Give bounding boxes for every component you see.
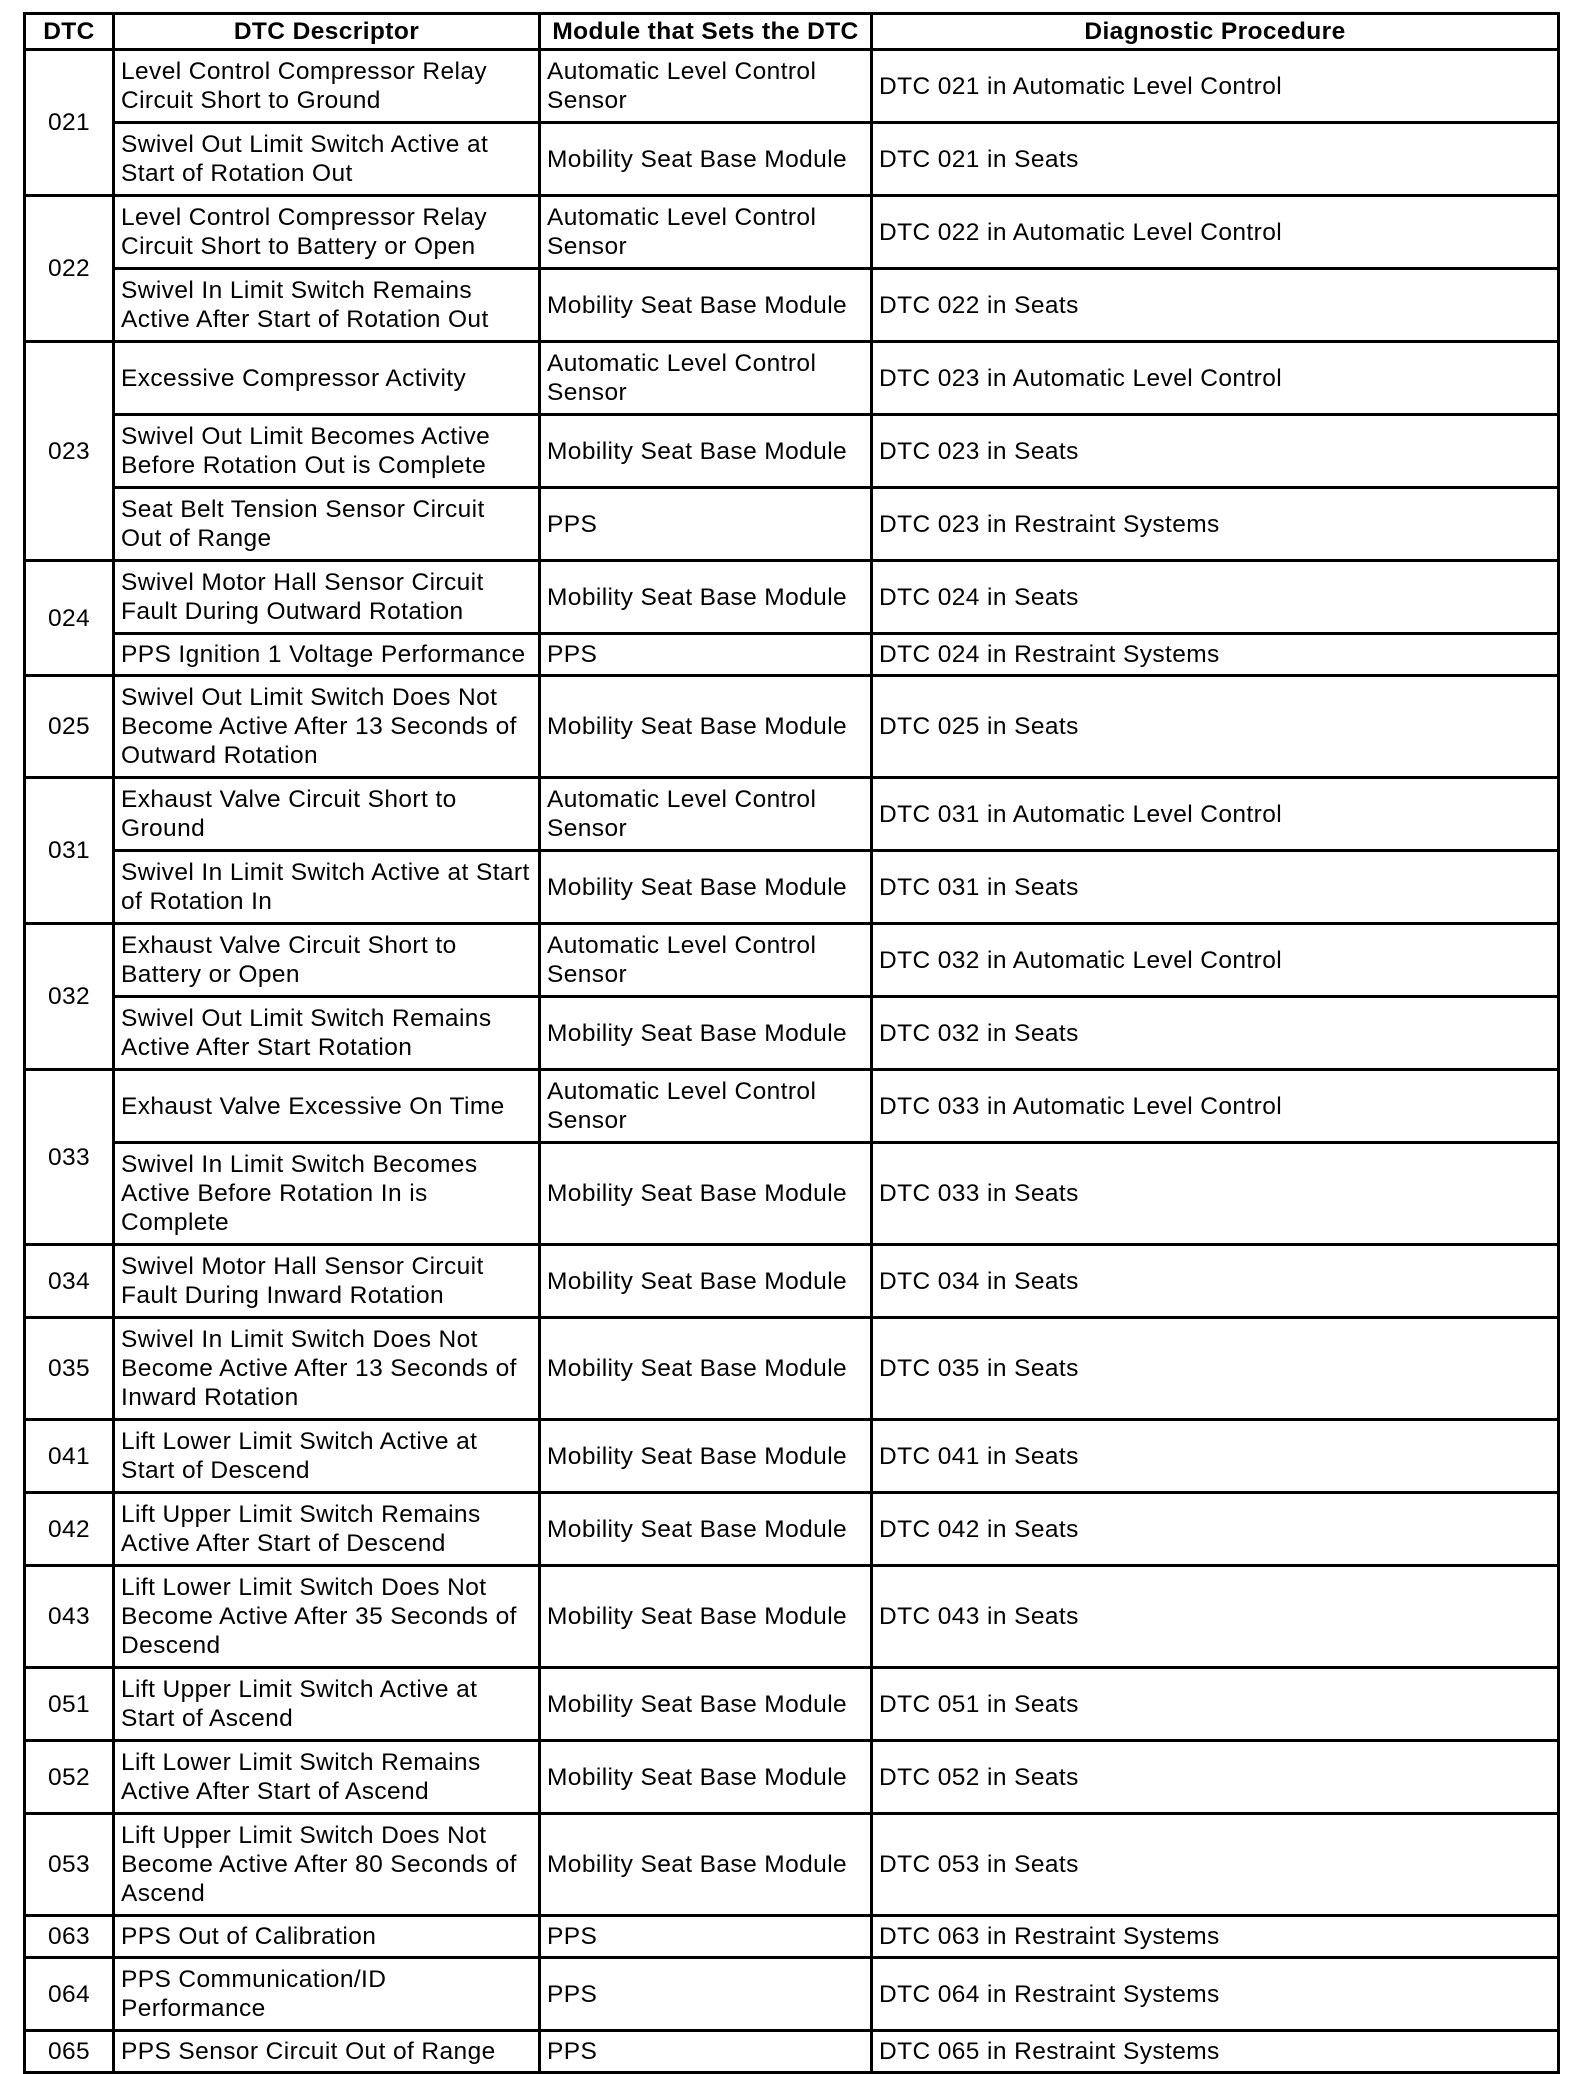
dtc-descriptor-cell: Level Control Compressor Relay Circuit Short to Battery or Open bbox=[114, 196, 540, 269]
diagnostic-procedure-cell: DTC 022 in Seats bbox=[872, 269, 1559, 342]
table-row bbox=[25, 1916, 1559, 1958]
module-cell: Mobility Seat Base Module bbox=[540, 1493, 872, 1566]
dtc-descriptor-cell: Swivel Out Limit Switch Remains Active After Start Rotation bbox=[114, 997, 540, 1070]
dtc-code-cell: 065 bbox=[25, 2031, 114, 2073]
dtc-code-cell: 033 bbox=[25, 1070, 114, 1245]
dtc-code-cell: 023 bbox=[25, 342, 114, 561]
dtc-descriptor-cell: PPS Ignition 1 Voltage Performance bbox=[114, 634, 540, 676]
dtc-code-cell: 042 bbox=[25, 1493, 114, 1566]
dtc-descriptor-cell: Lift Lower Limit Switch Active at Start of Descend bbox=[114, 1420, 540, 1493]
module-cell: Mobility Seat Base Module bbox=[540, 123, 872, 196]
dtc-descriptor-cell: Lift Upper Limit Switch Does Not Become Active After 80 Seconds of Ascend bbox=[114, 1814, 540, 1916]
header-row bbox=[25, 14, 1559, 50]
diagnostic-procedure-cell: DTC 032 in Seats bbox=[872, 997, 1559, 1070]
diagnostic-procedure-cell: DTC 024 in Seats bbox=[872, 561, 1559, 634]
table-row bbox=[25, 924, 1559, 997]
table-row bbox=[25, 997, 1559, 1070]
table-row bbox=[25, 1143, 1559, 1245]
module-cell: Automatic Level Control Sensor bbox=[540, 778, 872, 851]
dtc-code-cell: 053 bbox=[25, 1814, 114, 1916]
table-row bbox=[25, 2031, 1559, 2073]
module-cell: PPS bbox=[540, 1916, 872, 1958]
dtc-code-cell: 041 bbox=[25, 1420, 114, 1493]
dtc-descriptor-cell: Level Control Compressor Relay Circuit Short to Ground bbox=[114, 50, 540, 123]
module-cell: Mobility Seat Base Module bbox=[540, 1318, 872, 1420]
dtc-descriptor-cell: Swivel Out Limit Switch Does Not Become Active After 13 Seconds of Outward Rotation bbox=[114, 676, 540, 778]
dtc-code-cell: 064 bbox=[25, 1958, 114, 2031]
dtc-descriptor-cell: Swivel In Limit Switch Active at Start of Rotation In bbox=[114, 851, 540, 924]
header-procedure: Diagnostic Procedure bbox=[872, 14, 1559, 50]
diagnostic-procedure-cell: DTC 053 in Seats bbox=[872, 1814, 1559, 1916]
module-cell: Mobility Seat Base Module bbox=[540, 1143, 872, 1245]
dtc-code-cell: 024 bbox=[25, 561, 114, 676]
header-dtc: DTC bbox=[25, 14, 114, 50]
module-cell: Mobility Seat Base Module bbox=[540, 1741, 872, 1814]
dtc-code-cell: 022 bbox=[25, 196, 114, 342]
dtc-descriptor-cell: Lift Upper Limit Switch Remains Active After Start of Descend bbox=[114, 1493, 540, 1566]
diagnostic-procedure-cell: DTC 042 in Seats bbox=[872, 1493, 1559, 1566]
table-row bbox=[25, 561, 1559, 634]
table-row bbox=[25, 634, 1559, 676]
dtc-code-cell: 031 bbox=[25, 778, 114, 924]
table-row bbox=[25, 269, 1559, 342]
dtc-descriptor-cell: Lift Lower Limit Switch Remains Active After Start of Ascend bbox=[114, 1741, 540, 1814]
dtc-code-cell: 063 bbox=[25, 1916, 114, 1958]
module-cell: Mobility Seat Base Module bbox=[540, 676, 872, 778]
diagnostic-procedure-cell: DTC 035 in Seats bbox=[872, 1318, 1559, 1420]
dtc-descriptor-cell: Swivel Motor Hall Sensor Circuit Fault During Inward Rotation bbox=[114, 1245, 540, 1318]
diagnostic-procedure-cell: DTC 032 in Automatic Level Control bbox=[872, 924, 1559, 997]
dtc-descriptor-cell: Exhaust Valve Circuit Short to Ground bbox=[114, 778, 540, 851]
header-module: Module that Sets the DTC bbox=[540, 14, 872, 50]
dtc-descriptor-cell: Swivel In Limit Switch Does Not Become Active After 13 Seconds of Inward Rotation bbox=[114, 1318, 540, 1420]
dtc-table bbox=[23, 12, 1560, 2074]
module-cell: Automatic Level Control Sensor bbox=[540, 924, 872, 997]
diagnostic-procedure-cell: DTC 025 in Seats bbox=[872, 676, 1559, 778]
table-row bbox=[25, 1958, 1559, 2031]
dtc-descriptor-cell: Lift Upper Limit Switch Active at Start of Ascend bbox=[114, 1668, 540, 1741]
module-cell: Mobility Seat Base Module bbox=[540, 851, 872, 924]
table-row bbox=[25, 1070, 1559, 1143]
diagnostic-procedure-cell: DTC 024 in Restraint Systems bbox=[872, 634, 1559, 676]
module-cell: Mobility Seat Base Module bbox=[540, 1420, 872, 1493]
diagnostic-procedure-cell: DTC 023 in Automatic Level Control bbox=[872, 342, 1559, 415]
table-row bbox=[25, 488, 1559, 561]
dtc-descriptor-cell: Lift Lower Limit Switch Does Not Become Active After 35 Seconds of Descend bbox=[114, 1566, 540, 1668]
diagnostic-procedure-cell: DTC 064 in Restraint Systems bbox=[872, 1958, 1559, 2031]
table-row bbox=[25, 1420, 1559, 1493]
module-cell: Automatic Level Control Sensor bbox=[540, 196, 872, 269]
module-cell: PPS bbox=[540, 2031, 872, 2073]
table-row bbox=[25, 1741, 1559, 1814]
module-cell: PPS bbox=[540, 1958, 872, 2031]
diagnostic-procedure-cell: DTC 051 in Seats bbox=[872, 1668, 1559, 1741]
dtc-code-cell: 021 bbox=[25, 50, 114, 196]
module-cell: Mobility Seat Base Module bbox=[540, 1814, 872, 1916]
table-row bbox=[25, 415, 1559, 488]
module-cell: Mobility Seat Base Module bbox=[540, 1566, 872, 1668]
table-row bbox=[25, 50, 1559, 123]
module-cell: PPS bbox=[540, 488, 872, 561]
table-row bbox=[25, 1814, 1559, 1916]
table-row bbox=[25, 1668, 1559, 1741]
module-cell: Mobility Seat Base Module bbox=[540, 1668, 872, 1741]
diagnostic-procedure-cell: DTC 043 in Seats bbox=[872, 1566, 1559, 1668]
module-cell: Automatic Level Control Sensor bbox=[540, 1070, 872, 1143]
dtc-code-cell: 043 bbox=[25, 1566, 114, 1668]
dtc-descriptor-cell: Exhaust Valve Excessive On Time bbox=[114, 1070, 540, 1143]
module-cell: Mobility Seat Base Module bbox=[540, 561, 872, 634]
dtc-code-cell: 052 bbox=[25, 1741, 114, 1814]
module-cell: Automatic Level Control Sensor bbox=[540, 342, 872, 415]
module-cell: Mobility Seat Base Module bbox=[540, 269, 872, 342]
diagnostic-procedure-cell: DTC 063 in Restraint Systems bbox=[872, 1916, 1559, 1958]
table-row bbox=[25, 123, 1559, 196]
table-row bbox=[25, 342, 1559, 415]
dtc-descriptor-cell: Swivel In Limit Switch Becomes Active Before Rotation In is Complete bbox=[114, 1143, 540, 1245]
table-row bbox=[25, 1493, 1559, 1566]
table-row bbox=[25, 1245, 1559, 1318]
module-cell: Mobility Seat Base Module bbox=[540, 997, 872, 1070]
diagnostic-procedure-cell: DTC 052 in Seats bbox=[872, 1741, 1559, 1814]
diagnostic-procedure-cell: DTC 021 in Seats bbox=[872, 123, 1559, 196]
dtc-descriptor-cell: PPS Sensor Circuit Out of Range bbox=[114, 2031, 540, 2073]
dtc-descriptor-cell: Exhaust Valve Circuit Short to Battery or Open bbox=[114, 924, 540, 997]
dtc-descriptor-cell: PPS Out of Calibration bbox=[114, 1916, 540, 1958]
table-row bbox=[25, 676, 1559, 778]
diagnostic-procedure-cell: DTC 033 in Automatic Level Control bbox=[872, 1070, 1559, 1143]
table-row bbox=[25, 196, 1559, 269]
table-row bbox=[25, 1566, 1559, 1668]
diagnostic-procedure-cell: DTC 021 in Automatic Level Control bbox=[872, 50, 1559, 123]
dtc-descriptor-cell: Excessive Compressor Activity bbox=[114, 342, 540, 415]
dtc-descriptor-cell: Swivel Motor Hall Sensor Circuit Fault During Outward Rotation bbox=[114, 561, 540, 634]
dtc-descriptor-cell: Swivel Out Limit Becomes Active Before Rotation Out is Complete bbox=[114, 415, 540, 488]
table-body bbox=[25, 50, 1559, 2073]
module-cell: Automatic Level Control Sensor bbox=[540, 50, 872, 123]
module-cell: Mobility Seat Base Module bbox=[540, 1245, 872, 1318]
diagnostic-procedure-cell: DTC 022 in Automatic Level Control bbox=[872, 196, 1559, 269]
diagnostic-procedure-cell: DTC 023 in Seats bbox=[872, 415, 1559, 488]
dtc-code-cell: 032 bbox=[25, 924, 114, 1070]
diagnostic-procedure-cell: DTC 031 in Automatic Level Control bbox=[872, 778, 1559, 851]
table-row bbox=[25, 778, 1559, 851]
diagnostic-procedure-cell: DTC 023 in Restraint Systems bbox=[872, 488, 1559, 561]
diagnostic-procedure-cell: DTC 033 in Seats bbox=[872, 1143, 1559, 1245]
dtc-code-cell: 025 bbox=[25, 676, 114, 778]
dtc-code-cell: 051 bbox=[25, 1668, 114, 1741]
dtc-code-cell: 034 bbox=[25, 1245, 114, 1318]
table-row bbox=[25, 1318, 1559, 1420]
dtc-descriptor-cell: Seat Belt Tension Sensor Circuit Out of Range bbox=[114, 488, 540, 561]
dtc-descriptor-cell: Swivel In Limit Switch Remains Active After Start of Rotation Out bbox=[114, 269, 540, 342]
module-cell: Mobility Seat Base Module bbox=[540, 415, 872, 488]
dtc-descriptor-cell: Swivel Out Limit Switch Active at Start of Rotation Out bbox=[114, 123, 540, 196]
dtc-code-cell: 035 bbox=[25, 1318, 114, 1420]
diagnostic-procedure-cell: DTC 031 in Seats bbox=[872, 851, 1559, 924]
diagnostic-procedure-cell: DTC 065 in Restraint Systems bbox=[872, 2031, 1559, 2073]
dtc-descriptor-cell: PPS Communication/ID Performance bbox=[114, 1958, 540, 2031]
table-row bbox=[25, 851, 1559, 924]
header-descriptor: DTC Descriptor bbox=[114, 14, 540, 50]
module-cell: PPS bbox=[540, 634, 872, 676]
diagnostic-procedure-cell: DTC 041 in Seats bbox=[872, 1420, 1559, 1493]
diagnostic-procedure-cell: DTC 034 in Seats bbox=[872, 1245, 1559, 1318]
